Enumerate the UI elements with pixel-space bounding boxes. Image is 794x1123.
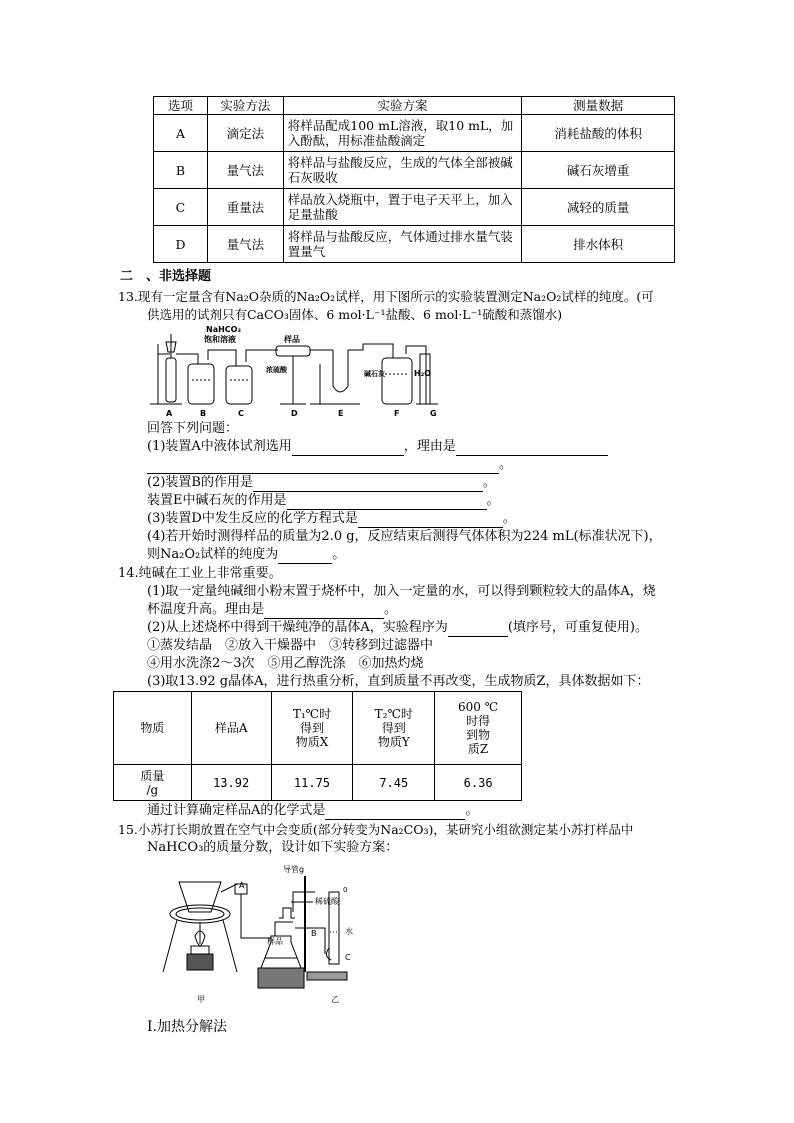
table-row <box>154 152 675 189</box>
fig-label-e: E <box>338 409 344 418</box>
period: 。 <box>384 602 398 617</box>
q15-part1: Ⅰ.加热分解法 <box>147 1019 227 1035</box>
table-cell: 重量法 <box>207 189 283 226</box>
table-header-row <box>114 692 522 765</box>
answer-blank[interactable] <box>456 441 608 456</box>
section-title: 二 、非选择题 <box>120 269 212 284</box>
fig-label-f: F <box>394 409 400 418</box>
q13-part2 <box>147 474 496 492</box>
table-row <box>154 189 675 226</box>
fig-label-conc-acid: 浓硫酸 <box>266 366 287 374</box>
q14-part2-text-b: (填序号，可重复使用)。 <box>507 620 648 635</box>
table-cell: 将样品与盐酸反应，生成的气体全部被碱石灰吸收 <box>283 152 522 189</box>
fig-label-water: H₂O <box>414 369 431 378</box>
fig-label-nahco3: NaHCO₃ <box>206 325 241 334</box>
table-cell: A <box>154 115 208 152</box>
table-row <box>154 115 675 152</box>
table-cell <box>114 765 192 801</box>
answer-blank[interactable] <box>253 477 483 492</box>
q15-line2: NaHCO₃的质量分数，设计如下实验方案： <box>147 840 399 855</box>
row-label-line: /g <box>146 782 159 797</box>
table-cell: 滴定法 <box>207 115 283 152</box>
header-line: 物质Y <box>377 735 410 749</box>
period: 。 <box>465 803 479 818</box>
table-cell: 消耗盐酸的体积 <box>522 115 675 152</box>
answer-blank[interactable] <box>147 459 499 474</box>
fig-label-b: B <box>311 929 317 938</box>
q13-part3 <box>147 510 516 528</box>
q14-part4 <box>147 802 478 820</box>
period: 。 <box>499 457 513 472</box>
period: 。 <box>482 475 496 490</box>
answer-blank[interactable] <box>358 513 503 528</box>
fig-label-b: B <box>200 409 207 418</box>
table-row <box>154 226 675 263</box>
q14-options1: ①蒸发结晶 ②放入干燥器中 ③转移到过滤器中 <box>147 638 434 653</box>
fig-label-water: 水 <box>345 927 353 936</box>
fig-label-yi: 乙 <box>331 995 339 1004</box>
table-cell: 量气法 <box>207 152 283 189</box>
answer-blank[interactable] <box>264 604 384 619</box>
q14-part2-text: (2)从上述烧杯中得到干燥纯净的晶体A，实验程序为 <box>147 620 448 635</box>
q13-part4: (4)若开始时测得样品的质量为2.0 g，反应结束后测得气体体积为224 mL(标准状况下)， <box>147 529 662 544</box>
q14-part1b <box>147 601 397 619</box>
fig-label-pipe: 导管g <box>283 865 305 874</box>
header-line: T₂℃时 <box>374 707 413 721</box>
q14-line1: 14.纯碱在工业上非常重要。 <box>118 566 282 581</box>
fig-label-zero: 0 <box>343 886 348 894</box>
header-line: 质Z <box>467 742 489 756</box>
fig-label-soda-lime: 碱石灰 <box>364 370 385 378</box>
q14-part1: (1)取一定量纯碱细小粉末置于烧杯中，加入一定量的水，可以得到颗粒较大的晶体A，烧 <box>147 584 656 599</box>
q13-part4b <box>147 546 345 564</box>
fig-label-sample: 样品 <box>267 937 283 946</box>
table-cell: 减轻的质量 <box>522 189 675 226</box>
q14-part3: (3)取13.92 g晶体A，进行热重分析，直到质量不再改变，生成物质Z，具体数据如下： <box>147 674 650 689</box>
answer-blank[interactable] <box>448 622 508 637</box>
header-line: 600 ℃ <box>458 700 499 714</box>
q13-part2b <box>147 492 500 510</box>
table-cell: B <box>154 152 208 189</box>
q13-part1 <box>147 438 608 456</box>
q13-line1: 13.现有一定量含有Na₂O杂质的Na₂O₂试样，用下图所示的实验装置测定Na₂O₂试样的纯度。(可 <box>118 289 654 304</box>
period: 。 <box>486 493 500 508</box>
period: 。 <box>332 547 346 562</box>
methods-table <box>153 96 675 263</box>
q14-part2 <box>147 619 648 637</box>
header-cell <box>271 692 353 765</box>
answer-blank[interactable] <box>325 805 465 820</box>
q13-part4b-text: 则Na₂O₂试样的纯度为 <box>147 547 279 562</box>
fig-label-c: C <box>345 953 351 962</box>
fig-label-a: A <box>239 881 245 890</box>
q13-part2-text: (2)装置B的作用是 <box>147 475 253 490</box>
header-cell: 物质 <box>114 692 192 765</box>
answer-blank[interactable] <box>278 549 332 564</box>
table-cell: 量气法 <box>207 226 283 263</box>
q13-part1-text-b: ，理由是 <box>403 439 456 454</box>
fig-label-sample: 样品 <box>284 335 300 344</box>
header-cell <box>435 692 522 765</box>
table-cell: 6.36 <box>435 765 522 801</box>
table-header-row <box>154 97 675 115</box>
header-cell: 实验方法 <box>207 97 283 115</box>
header-line: T₁℃时 <box>292 707 332 721</box>
fig-label-g: G <box>430 409 437 418</box>
q13-part1-cont <box>147 456 512 474</box>
header-cell: 测量数据 <box>522 97 675 115</box>
table-cell: 样品放入烧瓶中，置于电子天平上，加入足量盐酸 <box>283 189 522 226</box>
q14-part1b-text: 杯温度升高。理由是 <box>147 602 265 617</box>
fig-label-jia: 甲 <box>197 995 205 1004</box>
table-cell: 7.45 <box>353 765 435 801</box>
q13-part1-text-a: (1)装置A中液体试剂选用 <box>147 439 292 454</box>
header-line: 得到 <box>299 721 324 735</box>
table-cell: 13.92 <box>191 765 271 801</box>
answer-blank[interactable] <box>292 441 404 456</box>
fig-label-d: D <box>291 409 298 418</box>
table-cell: 11.75 <box>271 765 353 801</box>
table-cell: 将样品与盐酸反应，气体通过排水量气装置量气 <box>283 226 522 263</box>
apparatus-figure-13 <box>148 324 448 420</box>
fig-label-c: C <box>238 409 244 418</box>
thermo-table <box>113 691 522 801</box>
q13-part2b-text: 装置E中碱石灰的作用是 <box>147 493 287 508</box>
row-label-line: 质量 <box>140 768 165 783</box>
apparatus-figure-15 <box>155 862 405 1012</box>
table-cell: D <box>154 226 208 263</box>
table-cell: 碱石灰增重 <box>522 152 675 189</box>
q15-line1: 15.小苏打长期放置在空气中会变质(部分转变为Na₂CO₃)，某研究小组欲测定某小苏打样品中 <box>118 822 634 837</box>
q13-part3-text: (3)装置D中发生反应的化学方程式是 <box>147 511 358 526</box>
header-cell: 样品A <box>191 692 271 765</box>
header-cell: 选项 <box>154 97 208 115</box>
fig-label-a: A <box>166 409 173 418</box>
q14-options2: ④用水洗涤2～3次 ⑤用乙醇洗涤 ⑥加热灼烧 <box>147 656 424 671</box>
answer-blank[interactable] <box>287 495 487 510</box>
header-cell: 实验方案 <box>283 97 522 115</box>
table-cell: C <box>154 189 208 226</box>
fig-label-saturated: 饱和溶液 <box>204 335 236 344</box>
fig-label-dilute-acid: 稀硫酸 <box>315 897 339 906</box>
header-cell <box>353 692 435 765</box>
q13-line2: 供选用的试剂只有CaCO₃固体、6 mol·L⁻¹盐酸、6 mol·L⁻¹硫酸和蒸馏水) <box>147 307 563 322</box>
header-line: 物质X <box>295 735 329 749</box>
header-line: 时得 <box>466 714 491 728</box>
period: 。 <box>502 511 516 526</box>
header-line: 得到 <box>381 721 406 735</box>
header-line: 到物 <box>466 728 491 742</box>
q14-part4-text: 通过计算确定样品A的化学式是 <box>147 803 326 818</box>
table-cell: 将样品配成100 mL溶液，取10 mL，加入酚酞，用标准盐酸滴定 <box>283 115 522 152</box>
q13-prompt: 回答下列问题： <box>147 421 239 436</box>
table-row <box>114 765 522 801</box>
table-cell: 排水体积 <box>522 226 675 263</box>
